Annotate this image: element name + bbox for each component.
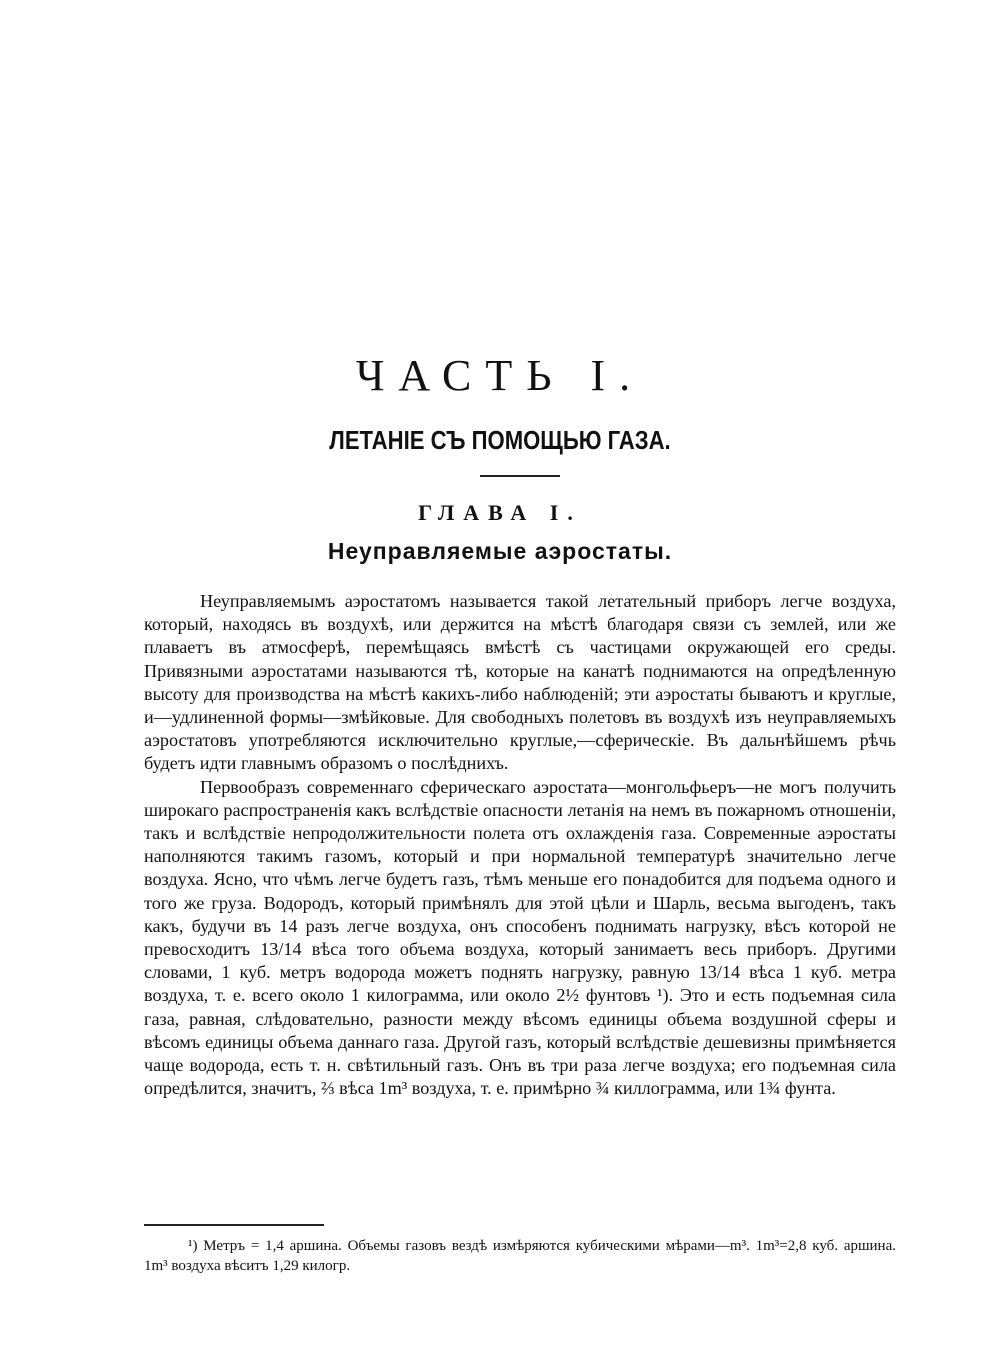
part-subtitle: ЛЕТАНІЕ СЪ ПОМОЩЬЮ ГАЗА. (329, 425, 671, 455)
paragraph: Неуправляемымъ аэростатомъ называется такой летательный приборъ легче воздуха, который, находясь въ воздухѣ, или держится на мѣстѣ благодаря связи съ землей, или же плаваетъ въ атмосферѣ, перемѣщаясь вмѣстѣ съ частицами окружающей его среды. Привязными аэростатами называются тѣ, которые на канатѣ поднимаются на опредѣленную высоту для производства на мѣстѣ какихъ-либо наблюденій; эти аэростаты бываютъ и круглые, и—удлиненной формы—змѣйковые. Для свободныхъ полетовъ въ воздухѣ изъ неуправляемыхъ аэростатовъ употребляются исключительно круглые,—сферическіе. Въ дальнѣйшемъ рѣчь будетъ идти главнымъ образомъ о послѣднихъ. (144, 591, 896, 774)
body-text (144, 590, 896, 1100)
chapter-title: ГЛАВА I. (418, 500, 582, 525)
part-title: ЧАСТЬ I. (355, 351, 645, 400)
chapter-subtitle: Неуправляемые аэростаты. (327, 538, 673, 564)
paragraph: Первообразъ современнаго сферическаго аэростата—монгольфьеръ—не могъ получить широкаго распространенія какъ вслѣдствіе опасности летанія на немъ въ пожарномъ отношеніи, такъ и вслѣдствіе непродолжительности полета отъ охлажденія газа. Современные аэростаты наполняются такимъ газомъ, который и при нормальной температурѣ значительно легче воздуха. Ясно, что чѣмъ легче будетъ газъ, тѣмъ меньше его понадобится для подъема одного и того же груза. Водородъ, который примѣнялъ для этой цѣли и Шарль, весьма выгоденъ, такъ какъ, будучи въ 14 разъ легче воздуха, онъ способенъ поднимать нагрузку, вѣсъ которой не превосходитъ 13/14 вѣса того объема воздуха, который занимаетъ весь приборъ. Другими словами, 1 куб. метръ водорода можетъ поднять нагрузку, равную 13/14 вѣса 1 куб. метра воздуха, т. е. всего около 1 килограмма, или около 2½ фунтовъ ¹). Это и есть подъемная сила газа, равная, слѣдовательно, разности между вѣсомъ единицы объема воздушной сферы и вѣсомъ единицы объема даннаго газа. Другой газъ, который вслѣдствіе дешевизны примѣняется чаще водорода, есть т. н. свѣтильный газъ. Онъ въ три раза легче воздуха; его подъемная сила опредѣлится, значитъ, ⅔ вѣса 1m³ воздуха, т. е. примѣрно ¾ киллограмма, или 1¾ фунта. (144, 776, 896, 1099)
section-divider (480, 475, 560, 477)
footnote-divider (144, 1224, 324, 1226)
footnote: ¹) Метръ = 1,4 аршина. Объемы газовъ вездѣ измѣряются кубическими мѣрами—m³. 1m³=2,8 куб. аршина. 1m³ воздуха вѣситъ 1,29 килогр. (144, 1238, 896, 1274)
